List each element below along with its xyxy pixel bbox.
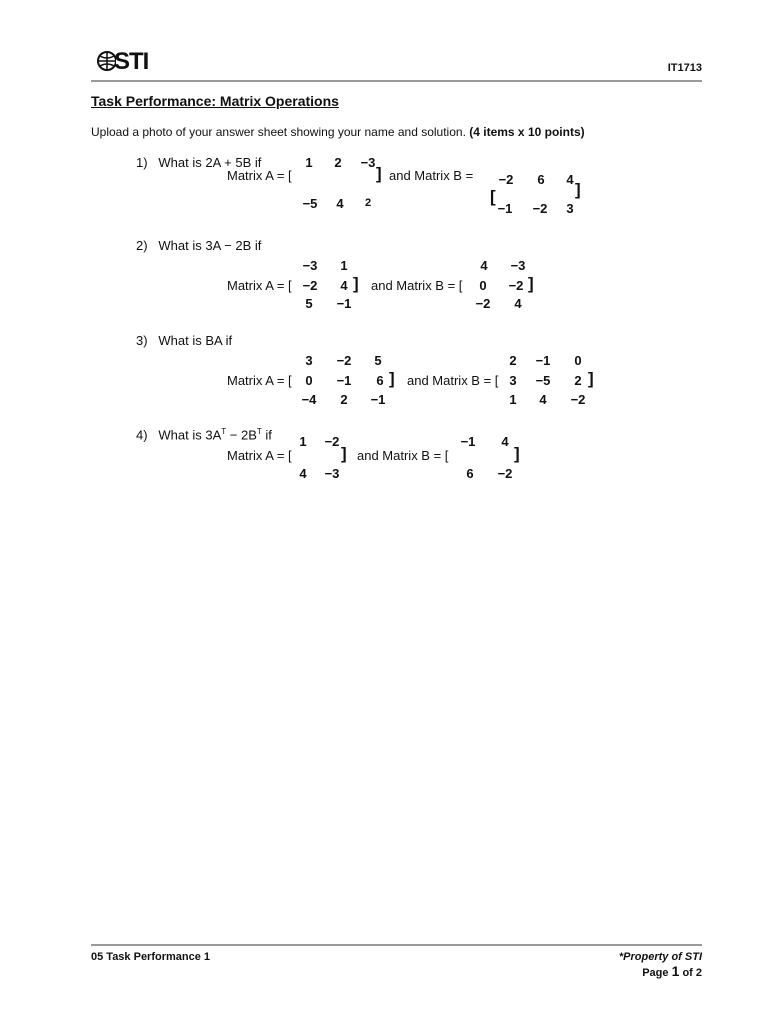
matrix-cell: 2 — [364, 197, 372, 209]
q2-matrix-a-close-bracket: ] — [353, 274, 359, 293]
q2-matrix-b-close-bracket: ] — [528, 274, 534, 293]
matrix-cell: 5 — [374, 353, 382, 368]
q3-matrix-b-close-bracket: ] — [588, 369, 594, 388]
matrix-cell: −3 — [360, 155, 376, 170]
question-number: 1) — [136, 155, 148, 170]
instructions-points: (4 items x 10 points) — [469, 125, 585, 139]
matrix-cell: 4 — [299, 466, 307, 481]
matrix-cell: 2 — [340, 392, 348, 407]
q4-matrix-b-label: and Matrix B = [ — [357, 448, 449, 463]
matrix-cell: −1 — [460, 434, 476, 449]
transpose-superscript: T — [256, 427, 262, 436]
q1-matrix-a-label: Matrix A = [ — [227, 168, 292, 183]
matrix-cell: 4 — [501, 434, 509, 449]
matrix-cell: −1 — [336, 373, 352, 388]
q1-matrix-b-label: and Matrix B = — [389, 168, 474, 183]
matrix-cell: 0 — [574, 353, 582, 368]
question-text: What is 2A + 5B if — [158, 155, 262, 170]
page-total: of 2 — [682, 967, 702, 979]
q4-matrix-a-label: Matrix A = [ — [227, 448, 292, 463]
q2-matrix-a-label: Matrix A = [ — [227, 278, 292, 293]
matrix-cell: −3 — [324, 466, 340, 481]
matrix-cell: 4 — [566, 172, 574, 187]
q1-matrix-b-close-bracket: ] — [575, 180, 581, 199]
matrix-cell: −2 — [570, 392, 586, 407]
matrix-cell: −2 — [324, 434, 340, 449]
question-number: 2) — [136, 238, 148, 253]
transpose-superscript: T — [221, 427, 227, 436]
question-text: if — [261, 427, 272, 443]
question-text: What is BA if — [158, 333, 233, 348]
matrix-cell: 1 — [509, 392, 517, 407]
matrix-cell: 0 — [479, 278, 487, 293]
matrix-cell: −2 — [302, 278, 318, 293]
matrix-cell: 6 — [466, 466, 474, 481]
matrix-cell: 2 — [509, 353, 517, 368]
footer-property: *Property of STI — [618, 951, 702, 963]
page-title: Task Performance: Matrix Operations — [91, 93, 339, 109]
header-divider — [91, 80, 702, 82]
matrix-cell: −3 — [302, 258, 318, 273]
matrix-cell: −2 — [475, 296, 491, 311]
matrix-cell: −2 — [532, 201, 548, 216]
matrix-cell: −5 — [302, 196, 318, 211]
matrix-cell: 1 — [305, 155, 313, 170]
matrix-cell: −2 — [498, 172, 514, 187]
matrix-cell: −3 — [510, 258, 526, 273]
q1-matrix-a-close-bracket: ] — [376, 164, 382, 183]
matrix-cell: 0 — [305, 373, 313, 388]
matrix-cell: 4 — [514, 296, 522, 311]
q3-matrix-b-label: and Matrix B = [ — [407, 373, 499, 388]
matrix-cell: −5 — [535, 373, 551, 388]
question-3 — [136, 333, 232, 348]
globe-icon — [96, 48, 116, 74]
matrix-cell: 4 — [336, 196, 344, 211]
page-current: 1 — [671, 963, 680, 979]
matrix-cell: −1 — [336, 296, 352, 311]
q1-matrix-b-open-bracket: [ — [490, 187, 496, 206]
question-2 — [136, 238, 261, 253]
sti-logo — [96, 48, 156, 76]
matrix-cell: 1 — [299, 434, 307, 449]
matrix-cell: −4 — [301, 392, 317, 407]
question-text: What is 3A — [158, 427, 222, 443]
question-text: − 2B — [226, 427, 257, 443]
footer-divider — [91, 944, 702, 946]
logo-text: STI — [114, 48, 149, 75]
matrix-cell: −2 — [336, 353, 352, 368]
matrix-cell: 3 — [509, 373, 517, 388]
q3-matrix-a-close-bracket: ] — [389, 369, 395, 388]
q4-matrix-b-close-bracket: ] — [514, 444, 520, 463]
q3-matrix-a-label: Matrix A = [ — [227, 373, 292, 388]
question-4 — [136, 427, 272, 442]
question-number: 4) — [136, 427, 148, 443]
matrix-cell: 3 — [566, 201, 574, 216]
footer-document-name: 05 Task Performance 1 — [91, 951, 211, 963]
page-number — [642, 963, 702, 979]
page-label: Page — [642, 967, 669, 979]
matrix-cell: 4 — [480, 258, 488, 273]
instructions-text: Upload a photo of your answer sheet showing your name and solution. — [91, 125, 466, 139]
matrix-cell: 1 — [340, 258, 348, 273]
instructions — [91, 125, 585, 139]
question-number: 3) — [136, 333, 148, 348]
matrix-cell: 6 — [376, 373, 384, 388]
matrix-cell: −1 — [370, 392, 386, 407]
matrix-cell: −2 — [508, 278, 524, 293]
question-text: What is 3A − 2B if — [158, 238, 262, 253]
matrix-cell: 6 — [537, 172, 545, 187]
document-code: IT1713 — [667, 62, 702, 74]
matrix-cell: 2 — [334, 155, 342, 170]
matrix-cell: −1 — [535, 353, 551, 368]
matrix-cell: −1 — [497, 201, 513, 216]
matrix-cell: 4 — [340, 278, 348, 293]
matrix-cell: 5 — [305, 296, 313, 311]
matrix-cell: 2 — [574, 373, 582, 388]
matrix-cell: 4 — [539, 392, 547, 407]
matrix-cell: −2 — [497, 466, 513, 481]
q2-matrix-b-label: and Matrix B = [ — [371, 278, 463, 293]
q4-matrix-a-close-bracket: ] — [341, 444, 347, 463]
matrix-cell: 3 — [305, 353, 313, 368]
